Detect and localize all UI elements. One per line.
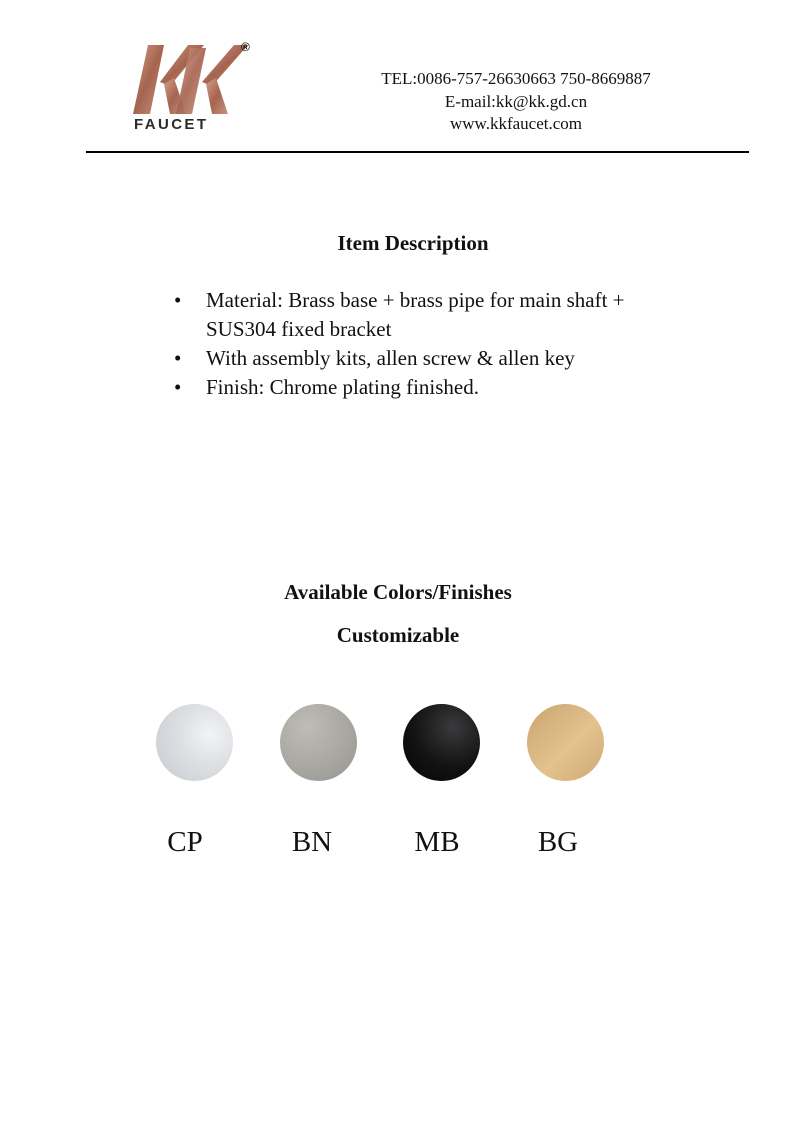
swatch-label-bn: BN <box>291 826 333 858</box>
list-item: • Finish: Chrome plating finished. <box>174 373 644 402</box>
contact-email: E-mail:kk@kk.gd.cn <box>444 91 588 111</box>
swatch-mb <box>403 704 480 781</box>
swatch-cp <box>156 704 233 781</box>
list-item: • Material: Brass base + brass pipe for main shaft + SUS304 fixed bracket <box>174 286 644 344</box>
swatch-label-bg: BG <box>537 826 579 858</box>
company-logo <box>130 42 256 134</box>
contact-tel: TEL:0086-757-26630663 750-8669887 <box>381 69 651 88</box>
logo-wordmark: FAUCET <box>134 116 209 133</box>
list-item: • With assembly kits, allen screw & allen key <box>174 344 644 373</box>
kk-logo-mark <box>130 42 256 120</box>
registered-mark: ® <box>241 40 250 54</box>
contact-website: www.kkfaucet.com <box>449 114 582 133</box>
swatch-label-cp: CP <box>167 826 203 858</box>
swatch-bg <box>527 704 604 781</box>
header-divider <box>86 151 749 153</box>
contact-block <box>330 68 702 136</box>
item-description-title: Item Description <box>337 231 489 255</box>
finishes-title: Available Colors/Finishes <box>284 580 512 604</box>
finishes-subtitle: Customizable <box>336 623 460 647</box>
item-description-list <box>174 286 644 402</box>
swatch-label-mb: MB <box>414 826 460 858</box>
swatch-bn <box>280 704 357 781</box>
